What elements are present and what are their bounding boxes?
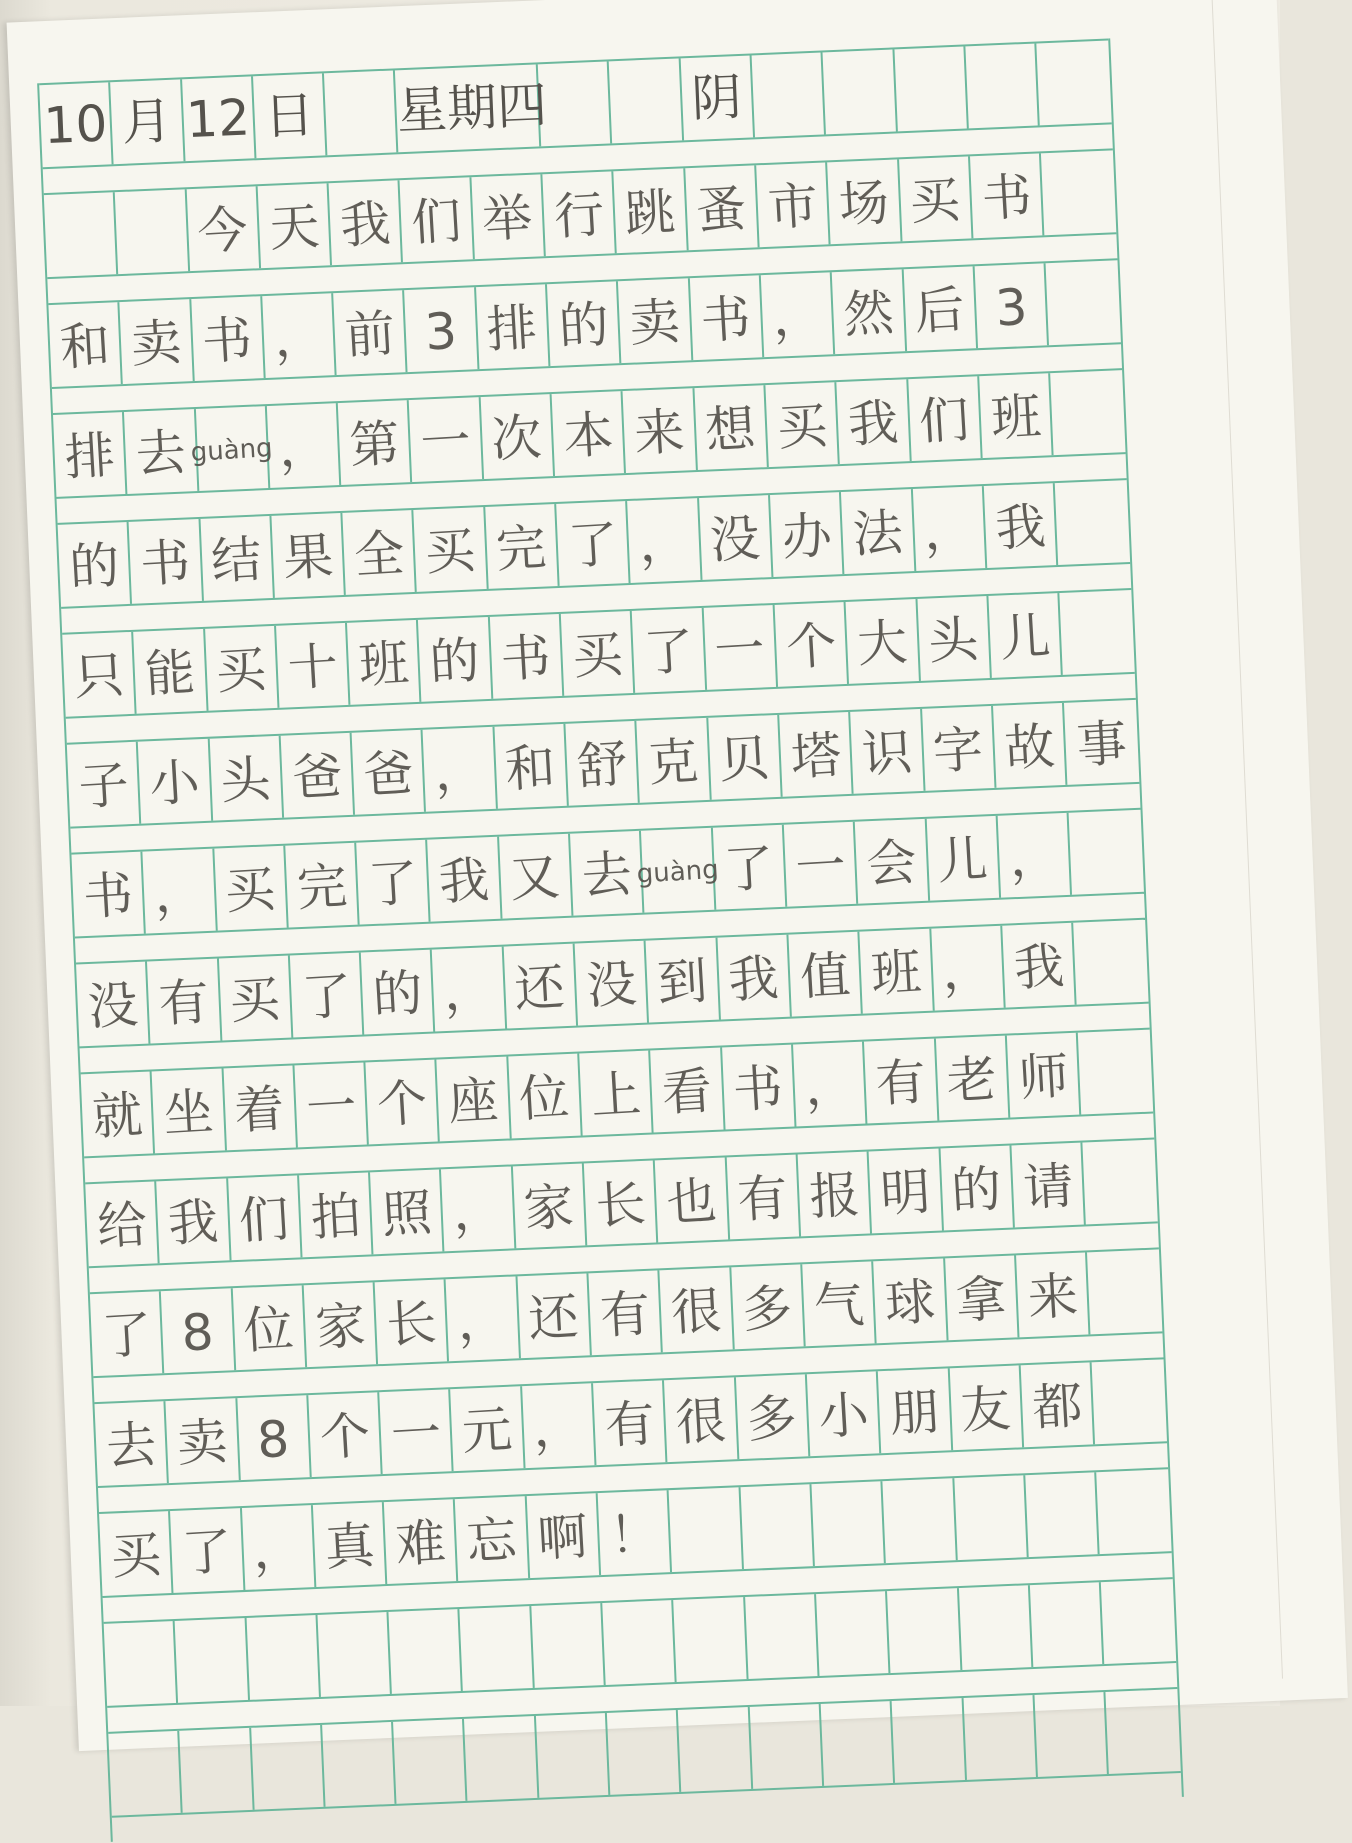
grid-cell: 家 <box>304 1282 379 1367</box>
grid-cell: 又 <box>499 834 574 919</box>
grid-cell: 书 <box>191 296 266 381</box>
text-line <box>67 698 1140 829</box>
grid-cell: 长 <box>375 1279 450 1364</box>
grid-cell: 个 <box>366 1059 441 1144</box>
grid-cell: 8 <box>161 1288 236 1373</box>
grid-cell: 友 <box>949 1365 1024 1450</box>
grid-cell: ， <box>143 849 218 934</box>
grid-cell: 小 <box>807 1371 882 1456</box>
grid-cell <box>883 1478 958 1563</box>
grid-cell: 了 <box>170 1508 245 1593</box>
grid-cell <box>1073 920 1148 1005</box>
grid-cell: guàng <box>641 828 716 913</box>
text-line <box>76 918 1149 1049</box>
grid-cell: 买 <box>765 382 840 467</box>
grid-cell: 和 <box>48 302 123 387</box>
grid-cell <box>954 1475 1029 1560</box>
grid-cell: 拍 <box>299 1172 374 1257</box>
weather-label: 阴 <box>680 55 755 140</box>
grid-cell: 故 <box>993 703 1068 788</box>
text-line <box>85 1138 1158 1269</box>
grid-cell: 还 <box>517 1273 592 1358</box>
grid-cell: 元 <box>451 1386 526 1471</box>
grid-cell: 班 <box>347 620 422 705</box>
grid-cell: 字 <box>922 706 997 791</box>
grid-cell: 我 <box>428 837 503 922</box>
text-line <box>62 588 1135 719</box>
grid-cell: 跳 <box>614 168 689 253</box>
grid-cell <box>1055 480 1130 565</box>
grid-cell: ， <box>998 813 1073 898</box>
date-day-label: 日 <box>253 73 328 158</box>
grid-cell: 贝 <box>708 715 783 800</box>
grid-cell: 没 <box>699 495 774 580</box>
grid-cell <box>1041 150 1116 235</box>
grid-cell: 完 <box>285 843 360 928</box>
grid-cell: 也 <box>655 1157 730 1242</box>
grid-cell <box>1030 1582 1105 1667</box>
grid-cell: 我 <box>1002 923 1077 1008</box>
grid-cell: 班 <box>860 929 935 1014</box>
grid-cell: ， <box>267 403 342 488</box>
grid-cell: 全 <box>343 510 418 595</box>
grid-cell: 卖 <box>618 278 693 363</box>
grid-cell: ， <box>446 1276 521 1361</box>
grid-cell: 一 <box>784 822 859 907</box>
grid-cell: 我 <box>157 1178 232 1263</box>
text-line <box>90 1247 1163 1378</box>
grid-cell <box>892 1698 967 1783</box>
weekday-label: 星期四 <box>395 64 541 152</box>
grid-cell: 的 <box>361 950 436 1035</box>
date-row <box>39 38 1112 169</box>
grid-cell: 买 <box>214 846 289 931</box>
grid-cell: 了 <box>632 608 707 693</box>
grid-cell <box>963 1695 1038 1780</box>
grid-cell: 请 <box>1011 1143 1086 1228</box>
grid-cell: 子 <box>67 742 142 827</box>
grid-cell: 能 <box>133 629 208 714</box>
grid-cell <box>251 1725 326 1810</box>
grid-cell: 市 <box>756 162 831 247</box>
grid-cell: 照 <box>370 1169 445 1254</box>
grid-cell: 书 <box>722 1045 797 1130</box>
grid-cell: 小 <box>138 739 213 824</box>
grid-cell: 会 <box>855 819 930 904</box>
grid-cell: 一 <box>703 605 778 690</box>
grid-cell: 们 <box>400 177 475 262</box>
grid-cell <box>460 1606 535 1691</box>
grid-cell: 排 <box>476 284 551 369</box>
grid-cell: 多 <box>731 1264 806 1349</box>
grid-cell: 我 <box>837 379 912 464</box>
grid-cell <box>104 1621 179 1706</box>
grid-cell <box>1034 1692 1109 1777</box>
grid-cell: ， <box>423 727 498 812</box>
grid-cell: 事 <box>1074 713 1129 775</box>
text-line <box>44 148 1117 279</box>
grid-cell <box>959 1585 1034 1670</box>
grid-cell: 只 <box>62 632 137 717</box>
grid-cell: 报 <box>798 1151 873 1236</box>
grid-cell: 去 <box>94 1401 169 1486</box>
blank-line <box>104 1577 1177 1708</box>
grid-cell: 去 <box>570 831 645 916</box>
grid-cell <box>1101 1579 1176 1664</box>
text-line <box>71 808 1144 939</box>
grid-cell: 买 <box>414 507 489 592</box>
grid-cell: 书 <box>690 275 765 360</box>
grid-cell: 卖 <box>166 1398 241 1483</box>
text-line <box>99 1467 1172 1598</box>
grid-cell: 有 <box>593 1380 668 1465</box>
grid-cell: 和 <box>494 724 569 809</box>
grid-cell <box>1025 1472 1100 1557</box>
grid-cell <box>1078 1030 1153 1115</box>
grid-cell: 8 <box>237 1395 312 1480</box>
date-month: 10 <box>39 82 114 167</box>
grid-cell: 明 <box>869 1148 944 1233</box>
grid-cell: 忘 <box>455 1496 530 1581</box>
grid-cell <box>1069 810 1144 895</box>
grid-cell: 克 <box>637 718 712 803</box>
grid-cell <box>108 1731 183 1816</box>
grid-cell: 儿 <box>988 593 1063 678</box>
date-day: 12 <box>182 76 257 161</box>
grid-cell <box>1046 260 1121 345</box>
grid-cell: 师 <box>1007 1033 1082 1118</box>
grid-cell <box>1050 370 1125 455</box>
grid-cell: 行 <box>542 171 617 256</box>
grid-cell <box>536 1713 611 1798</box>
grid-cell: guàng <box>195 406 270 491</box>
blank-line <box>108 1687 1181 1818</box>
grid-cell: 有 <box>864 1039 939 1124</box>
grid-cell: 座 <box>437 1056 512 1141</box>
grid-cell <box>1087 1249 1162 1334</box>
grid-cell <box>115 189 190 274</box>
grid-cell: 老 <box>935 1036 1010 1121</box>
grid-cell <box>740 1484 815 1569</box>
grid-cell: 们 <box>908 376 983 461</box>
grid-cell: 个 <box>775 602 850 687</box>
grid-cell: 卖 <box>120 299 195 384</box>
grid-cell: 了 <box>290 953 365 1038</box>
grid-cell: 的 <box>547 281 622 366</box>
grid-cell: 给 <box>85 1181 160 1266</box>
grid-cell: 了 <box>556 501 631 586</box>
grid-cell: 还 <box>503 944 578 1029</box>
grid-cell: 3 <box>974 263 1049 348</box>
text-line <box>48 258 1121 389</box>
grid-cell: ， <box>931 926 1006 1011</box>
grid-cell: 气 <box>802 1261 877 1346</box>
grid-cell: 完 <box>485 504 560 589</box>
grid-cell: 了 <box>713 825 788 910</box>
grid-cell <box>749 1704 824 1789</box>
grid-cell: 前 <box>333 290 408 375</box>
grid-cell <box>393 1719 468 1804</box>
grid-cell: ， <box>242 1505 317 1590</box>
grid-cell <box>816 1591 891 1676</box>
grid-cell <box>674 1597 749 1682</box>
grid-cell: 值 <box>788 932 863 1017</box>
grid-cell: 大 <box>846 599 921 684</box>
grid-cell <box>389 1609 464 1694</box>
grid-cell <box>821 1701 896 1786</box>
grid-cell: 天 <box>258 183 333 268</box>
grid-cell: 的 <box>58 522 133 607</box>
grid-cell: 头 <box>917 596 992 681</box>
grid-cell: 十 <box>276 623 351 708</box>
grid-cell: ！ <box>598 1490 673 1575</box>
grid-cell: 啊 <box>526 1493 601 1578</box>
grid-cell: 第 <box>338 400 413 485</box>
grid-cell: 真 <box>313 1502 388 1587</box>
grid-cell: 上 <box>579 1051 654 1136</box>
grid-cell: 书 <box>71 852 146 937</box>
grid-cell: 3 <box>405 287 480 372</box>
grid-cell: 没 <box>76 962 151 1047</box>
grid-cell: ， <box>761 272 836 357</box>
grid-cell: 塔 <box>779 712 854 797</box>
text-line <box>81 1028 1154 1159</box>
grid-cell: ， <box>432 947 507 1032</box>
grid-cell: 来 <box>623 388 698 473</box>
grid-cell <box>1092 1359 1167 1444</box>
grid-cell: 买 <box>899 156 974 241</box>
grid-cell: 法 <box>841 489 916 574</box>
grid-cell: 我 <box>984 483 1059 568</box>
page-edge-line <box>1211 0 1301 1679</box>
grid-cell <box>1060 590 1135 675</box>
grid-cell: 识 <box>850 709 925 794</box>
text-line <box>94 1357 1167 1488</box>
grid-cell: ， <box>262 293 337 378</box>
grid-cell <box>175 1618 250 1703</box>
grid-cell: 买 <box>99 1511 174 1596</box>
grid-cell: 办 <box>770 492 845 577</box>
grid-cell: 买 <box>219 956 294 1041</box>
text-line <box>58 478 1131 609</box>
grid-cell <box>322 1722 397 1807</box>
grid-cell: 一 <box>409 397 484 482</box>
grid-cell <box>1096 1469 1171 1554</box>
grid-cell: 家 <box>513 1163 588 1248</box>
grid-cell <box>678 1707 753 1792</box>
grid-cell: 然 <box>832 269 907 354</box>
grid-cell: 就 <box>81 1071 156 1156</box>
grid-cell: 长 <box>584 1160 659 1245</box>
grid-cell: 爸 <box>281 733 356 818</box>
grid-cell: 书 <box>490 614 565 699</box>
grid-cell: 都 <box>1021 1362 1096 1447</box>
grid-cell: 果 <box>271 513 346 598</box>
grid-cell: 今 <box>186 186 261 271</box>
date-month-label: 月 <box>110 79 185 164</box>
grid-cell <box>669 1487 744 1572</box>
grid-cell: 想 <box>694 385 769 470</box>
grid-cell <box>1083 1140 1158 1225</box>
grid-cell: 班 <box>979 373 1054 458</box>
grid-cell <box>1106 1689 1181 1774</box>
grid-cell <box>887 1588 962 1673</box>
grid-cell: 位 <box>508 1054 583 1139</box>
grid-cell: 球 <box>873 1258 948 1343</box>
grid-cell: 们 <box>228 1175 303 1260</box>
grid-cell: 我 <box>329 180 404 265</box>
grid-cell <box>44 192 119 277</box>
grid-cell: 坐 <box>152 1068 227 1153</box>
grid-cell: 来 <box>1016 1252 1091 1337</box>
grid-cell <box>607 1710 682 1795</box>
grid-cell: 位 <box>232 1285 307 1370</box>
grid-cell: 书 <box>129 519 204 604</box>
grid-cell <box>602 1600 677 1685</box>
grid-cell: 结 <box>200 516 275 601</box>
grid-cell: 去 <box>124 409 199 494</box>
writing-grid <box>37 38 1184 1841</box>
grid-cell: 儿 <box>926 816 1001 901</box>
grid-cell <box>531 1603 606 1688</box>
grid-cell: 书 <box>970 153 1045 238</box>
grid-cell: 多 <box>736 1374 811 1459</box>
grid-cell: 着 <box>223 1065 298 1150</box>
grid-cell <box>180 1728 255 1813</box>
grid-cell: 本 <box>552 391 627 476</box>
grid-cell: 蚤 <box>685 165 760 250</box>
grid-cell: 舒 <box>565 721 640 806</box>
grid-cell <box>811 1481 886 1566</box>
diary-page <box>7 0 1348 1751</box>
grid-cell: 很 <box>660 1267 735 1352</box>
grid-cell: 排 <box>53 412 128 497</box>
grid-cell: 看 <box>651 1048 726 1133</box>
grid-cell: 到 <box>646 938 721 1023</box>
grid-cell: 买 <box>205 626 280 711</box>
grid-cell: ， <box>628 498 703 583</box>
grid-cell: 有 <box>589 1270 664 1355</box>
grid-cell: ， <box>522 1383 597 1468</box>
grid-cell: 没 <box>575 941 650 1026</box>
grid-cell: ， <box>912 486 987 571</box>
grid-cell <box>745 1594 820 1679</box>
grid-cell: 买 <box>561 611 636 696</box>
grid-cell: 爸 <box>352 730 427 815</box>
grid-cell: 场 <box>827 159 902 244</box>
grid-cell: 有 <box>726 1154 801 1239</box>
grid-cell: 的 <box>940 1146 1015 1231</box>
grid-cell: 有 <box>147 959 222 1044</box>
grid-cell: 举 <box>471 174 546 259</box>
grid-cell: 拿 <box>945 1255 1020 1340</box>
grid-cell: 很 <box>664 1377 739 1462</box>
grid-cell: 的 <box>418 617 493 702</box>
grid-cell <box>246 1615 321 1700</box>
grid-cell: 了 <box>356 840 431 925</box>
grid-cell: 难 <box>384 1499 459 1584</box>
grid-cell <box>317 1612 392 1697</box>
grid-cell: 一 <box>294 1062 369 1147</box>
grid-cell: ， <box>793 1042 868 1127</box>
grid-cell: 了 <box>90 1291 165 1376</box>
grid-cell: 后 <box>903 266 978 351</box>
grid-cell <box>464 1716 539 1801</box>
grid-cell: 个 <box>308 1392 383 1477</box>
grid-cell: 朋 <box>878 1368 953 1453</box>
grid-cell: 头 <box>209 736 284 821</box>
text-line <box>53 368 1126 499</box>
grid-cell: 我 <box>717 935 792 1020</box>
grid-cell: ， <box>441 1166 516 1251</box>
grid-cell: 次 <box>480 394 555 479</box>
grid-cell: 一 <box>379 1389 454 1474</box>
